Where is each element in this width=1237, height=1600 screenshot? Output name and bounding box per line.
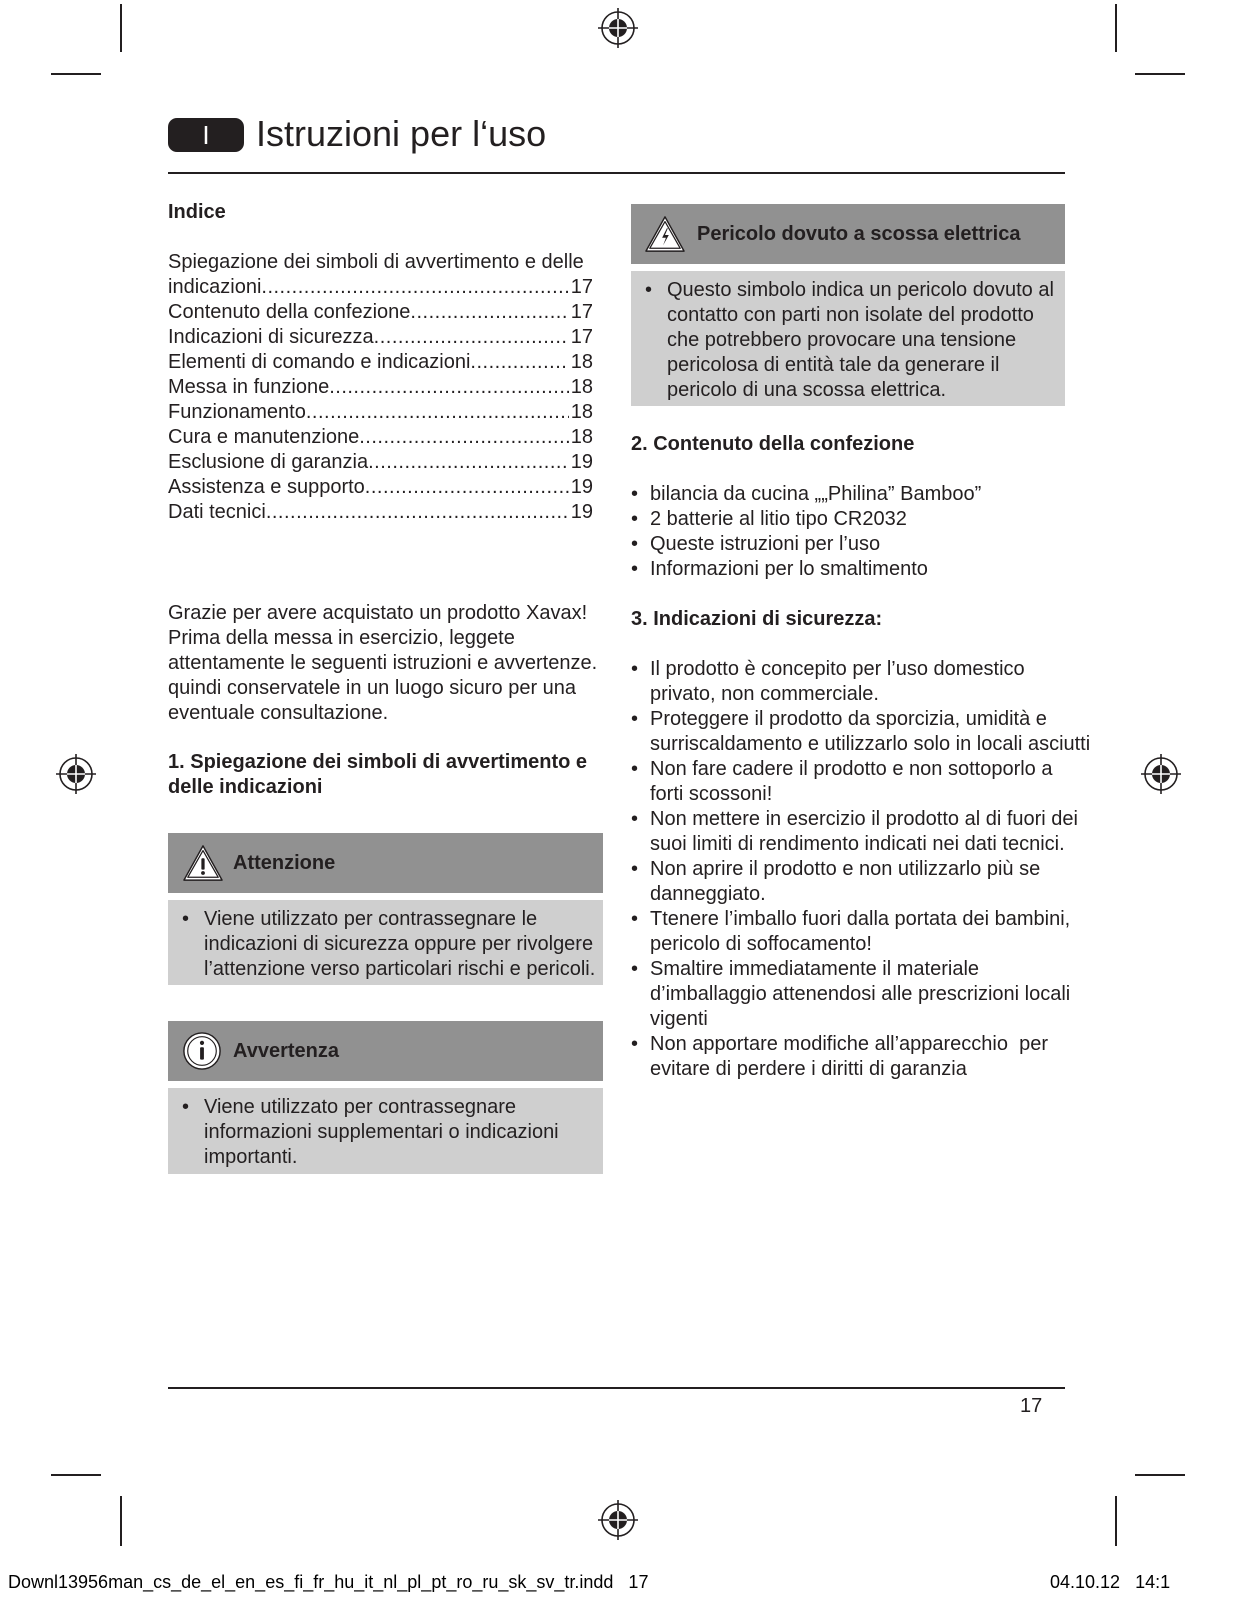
list-item — [631, 857, 1081, 907]
list-item-line: d’imballaggio attenendosi alle prescrizioni locali — [650, 983, 1071, 1005]
list-item — [631, 1032, 1081, 1082]
crop-mark — [51, 73, 101, 75]
toc-entry-page: 17 — [570, 326, 593, 348]
toc-entry — [168, 350, 593, 375]
list-item-line: pericolo di soffocamento! — [650, 933, 872, 955]
avvertenza-line: • Viene utilizzato per contrassegnare — [204, 1096, 517, 1118]
toc-entry — [168, 450, 593, 475]
toc-leader — [359, 425, 569, 450]
pericolo-title: Pericolo dovuto a scossa elettrica — [697, 222, 1021, 245]
list-item — [631, 807, 1081, 857]
toc-leader — [329, 375, 569, 400]
attenzione-box-body — [168, 900, 603, 985]
toc-entry — [168, 425, 593, 450]
table-of-contents — [168, 250, 593, 525]
warning-triangle-icon — [181, 843, 225, 883]
toc-entry — [168, 300, 593, 325]
toc-entry-label: Assistenza e supporto — [168, 476, 365, 498]
avvertenza-line: importanti. — [204, 1146, 298, 1168]
safety-list — [631, 657, 1091, 1082]
section-1-heading-line: delle indicazioni — [168, 776, 323, 798]
toc-leader — [374, 325, 569, 350]
list-item: • Informazioni per lo smaltimento — [631, 557, 1071, 582]
list-item-line: • Proteggere il prodotto da sporcizia, umidità e — [650, 708, 1047, 730]
toc-entry-page: 18 — [570, 376, 593, 398]
registration-mark-icon — [598, 8, 638, 48]
section-3-heading: 3. Indicazioni di sicurezza: — [631, 608, 883, 630]
attenzione-box-header — [168, 833, 603, 893]
toc-entry-label: Spiegazione dei simboli di avvertimento e delle — [168, 251, 584, 273]
print-slug-date: 04.10.12 14:1 — [1050, 1572, 1171, 1592]
pericolo-text — [631, 278, 1065, 403]
list-item — [631, 757, 1081, 807]
crop-mark — [1135, 73, 1185, 75]
intro-line: attentamente le seguenti istruzioni e avvertenze. — [168, 652, 598, 674]
toc-entry-page: 19 — [570, 476, 593, 498]
list-item-line: • Non fare cadere il prodotto e non sottoporlo a — [650, 758, 1053, 780]
toc-leader — [365, 475, 569, 500]
footer-rule — [168, 1387, 1065, 1389]
toc-entry — [168, 475, 593, 500]
toc-entry — [168, 500, 593, 525]
intro-line: eventuale consultazione. — [168, 702, 389, 724]
toc-entry-label: Indicazioni di sicurezza — [168, 326, 374, 348]
crop-mark — [51, 1474, 101, 1476]
toc-entry-label: Funzionamento — [168, 401, 306, 423]
toc-entry-label: Contenuto della confezione — [168, 301, 411, 323]
toc-leader — [470, 350, 568, 375]
electric-shock-triangle-icon — [643, 214, 687, 254]
list-item — [631, 657, 1081, 707]
registration-mark-icon — [598, 1500, 638, 1540]
toc-entry-label: indicazioni — [168, 276, 262, 298]
intro-line: Prima della messa in esercizio, leggete — [168, 627, 515, 649]
intro-line: Grazie per avere acquistato un prodotto Xavax! — [168, 602, 588, 624]
toc-leader — [306, 400, 569, 425]
list-item-line: • Non aprire il prodotto e non utilizzarlo più se — [650, 858, 1041, 880]
toc-entry-label: Esclusione di garanzia — [168, 451, 369, 473]
section-1-heading — [168, 750, 598, 800]
registration-mark-icon — [1141, 754, 1181, 794]
list-item-line: • Ttenere l’imballo fuori dalla portata dei bambini, — [650, 908, 1071, 930]
print-slug-filename: Downl13956man_cs_de_el_en_es_fi_fr_hu_it_nl_pl_pt_ro_ru_sk_sv_tr.indd 17 — [8, 1572, 649, 1592]
toc-entry-page: 17 — [570, 276, 593, 298]
list-item-line: • Smaltire immediatamente il materiale — [650, 958, 980, 980]
list-item-line: • Non mettere in esercizio il prodotto al di fuori dei — [650, 808, 1078, 830]
toc-heading: Indice — [168, 201, 226, 223]
crop-mark — [120, 4, 122, 52]
pericolo-box-body — [631, 271, 1065, 406]
attenzione-line: indicazioni di sicurezza oppure per rivolgere — [204, 933, 594, 955]
toc-entry-page: 19 — [570, 451, 593, 473]
toc-entry — [168, 325, 593, 350]
language-badge: I — [168, 118, 244, 152]
registration-mark-icon — [56, 754, 96, 794]
crop-mark — [120, 1496, 122, 1546]
intro-line: quindi conservatele in un luogo sicuro per una — [168, 677, 577, 699]
toc-entry-label: Elementi di comando e indicazioni — [168, 351, 471, 373]
section-1-heading-line: 1. Spiegazione dei simboli di avvertimento e — [168, 751, 588, 773]
avvertenza-line: informazioni supplementari o indicazioni — [204, 1121, 559, 1143]
pericolo-line: pericolosa di entità tale da generare il — [667, 354, 1000, 376]
toc-entry — [168, 375, 593, 400]
list-item — [631, 957, 1081, 1032]
toc-entry-page: 19 — [570, 501, 593, 523]
toc-leader — [266, 500, 569, 525]
attenzione-line: l’attenzione verso particolari rischi e pericoli. — [204, 958, 596, 980]
header-rule — [168, 172, 1065, 174]
list-item-line: suoi limiti di rendimento indicati nei dati tecnici. — [650, 833, 1065, 855]
list-item-line: privato, non commerciale. — [650, 683, 879, 705]
crop-mark — [1115, 4, 1117, 52]
toc-leader — [410, 300, 568, 325]
list-item-line: surriscaldamento e utilizzarlo solo in locali asciutti — [650, 733, 1091, 755]
info-circle-icon — [182, 1031, 222, 1071]
intro-paragraph — [168, 601, 598, 726]
avvertenza-text — [168, 1095, 603, 1170]
toc-leader — [261, 275, 568, 300]
crop-mark — [1135, 1474, 1185, 1476]
list-item: • Queste istruzioni per l’uso — [631, 532, 1071, 557]
toc-entry — [168, 275, 593, 300]
avvertenza-box-header — [168, 1021, 603, 1081]
pericolo-box-header — [631, 204, 1065, 264]
attenzione-title: Attenzione — [233, 851, 336, 874]
avvertenza-box-body — [168, 1088, 603, 1174]
list-item-line: • Il prodotto è concepito per l’uso domestico — [650, 658, 1025, 680]
attenzione-text — [168, 907, 603, 982]
avvertenza-title: Avvertenza — [233, 1039, 339, 1062]
toc-entry-page: 18 — [570, 351, 593, 373]
toc-entry — [168, 400, 593, 425]
list-item-line: • Non apportare modifiche all’apparecchio per — [650, 1033, 1049, 1055]
list-item-line: vigenti — [650, 1008, 708, 1030]
toc-entry-label: Messa in funzione — [168, 376, 330, 398]
section-2-heading: 2. Contenuto della confezione — [631, 433, 915, 455]
crop-mark — [1115, 1496, 1117, 1546]
list-item-line: forti scossoni! — [650, 783, 773, 805]
list-item: • bilancia da cucina „„Philina” Bamboo” — [631, 482, 1071, 507]
toc-entry-page: 18 — [570, 401, 593, 423]
toc-entry-page: 17 — [570, 301, 593, 323]
toc-leader — [368, 450, 569, 475]
toc-entry — [168, 250, 593, 275]
toc-entry-label: Dati tecnici — [168, 501, 266, 523]
list-item: • 2 batterie al litio tipo CR2032 — [631, 507, 1071, 532]
page-number: 17 — [1020, 1395, 1043, 1417]
list-item-line: evitare di perdere i diritti di garanzia — [650, 1058, 967, 1080]
page-title: Istruzioni per l‘uso — [256, 113, 547, 154]
pericolo-line: • Questo simbolo indica un pericolo dovuto al — [667, 279, 1054, 301]
list-item-line: danneggiato. — [650, 883, 766, 905]
list-item — [631, 707, 1091, 757]
toc-entry-page: 18 — [570, 426, 593, 448]
attenzione-line: • Viene utilizzato per contrassegnare le — [204, 908, 538, 930]
pericolo-line: che potrebbero provocare una tensione — [667, 329, 1017, 351]
toc-entry-label: Cura e manutenzione — [168, 426, 360, 448]
list-item — [631, 907, 1081, 957]
pericolo-line: pericolo di una scossa elettrica. — [667, 379, 947, 401]
package-contents-list — [631, 482, 1071, 582]
pericolo-line: contatto con parti non isolate del prodotto — [667, 304, 1034, 326]
